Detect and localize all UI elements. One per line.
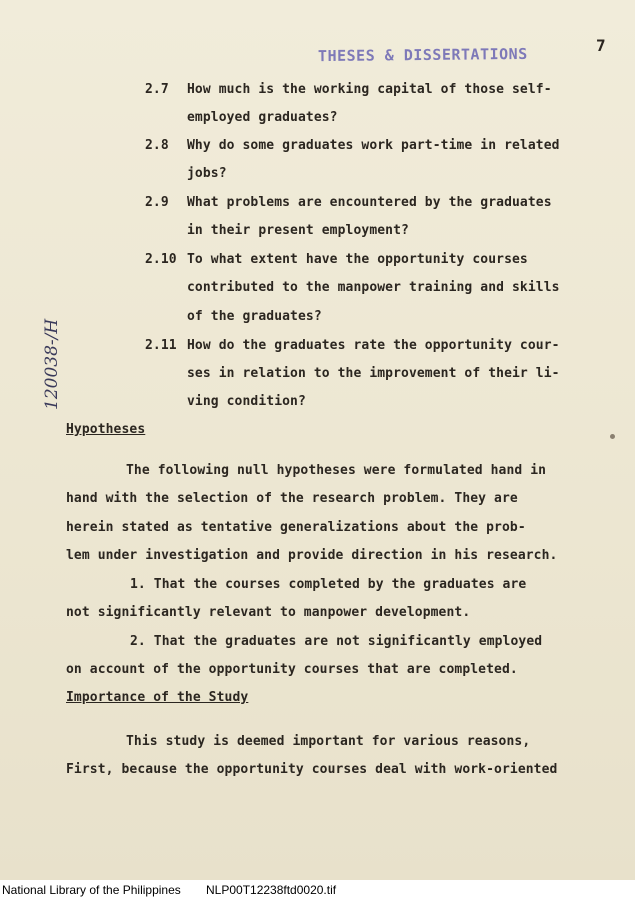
question-line: in their present employment? — [187, 223, 409, 238]
paragraph-line: hand with the selection of the research problem. They are — [66, 491, 518, 506]
paragraph-line: herein stated as tentative generalizations about the prob- — [66, 520, 526, 535]
theses-dissertations-stamp: THESES & DISSERTATIONS — [317, 44, 528, 66]
question-number: 2.10 — [145, 252, 177, 267]
question-number: 2.8 — [145, 138, 169, 153]
hypothesis-line: on account of the opportunity courses that are completed. — [66, 662, 518, 677]
question-line: contributed to the manpower training and skills — [187, 280, 560, 295]
hypothesis-line: 1. That the courses completed by the graduates are — [130, 577, 527, 592]
library-credit: National Library of the Philippines — [2, 883, 181, 897]
question-line: How much is the working capital of those self- — [187, 82, 552, 97]
paragraph-line: First, because the opportunity courses deal with work-oriented — [66, 762, 558, 777]
paragraph-line: lem under investigation and provide direction in his research. — [66, 548, 558, 563]
question-line: jobs? — [187, 166, 227, 181]
scan-footer — [0, 880, 635, 900]
question-line: ses in relation to the improvement of their li- — [187, 366, 560, 381]
ink-speck — [610, 434, 615, 439]
question-line: How do the graduates rate the opportunity cour- — [187, 338, 560, 353]
question-number: 2.7 — [145, 82, 169, 97]
hypothesis-line: 2. That the graduates are not significantly employed — [130, 634, 543, 649]
hypotheses-heading: Hypotheses — [66, 422, 146, 437]
question-line: ving condition? — [187, 394, 306, 409]
question-number: 2.9 — [145, 195, 169, 210]
question-line: To what extent have the opportunity courses — [187, 252, 528, 267]
paragraph-line: The following null hypotheses were formulated hand in — [126, 463, 547, 478]
importance-heading: Importance of the Study — [66, 690, 249, 705]
question-line: employed graduates? — [187, 110, 338, 125]
question-number: 2.11 — [145, 338, 177, 353]
question-line: of the graduates? — [187, 309, 322, 324]
handwritten-accession-number: 120038-/H — [42, 318, 62, 410]
question-line: Why do some graduates work part-time in related — [187, 138, 560, 153]
hypothesis-line: not significantly relevant to manpower development. — [66, 605, 471, 620]
page-number: 7 — [596, 36, 606, 55]
question-line: What problems are encountered by the graduates — [187, 195, 552, 210]
scan-filename: NLP00T12238ftd0020.tif — [206, 883, 337, 897]
paragraph-line: This study is deemed important for various reasons, — [126, 734, 531, 749]
